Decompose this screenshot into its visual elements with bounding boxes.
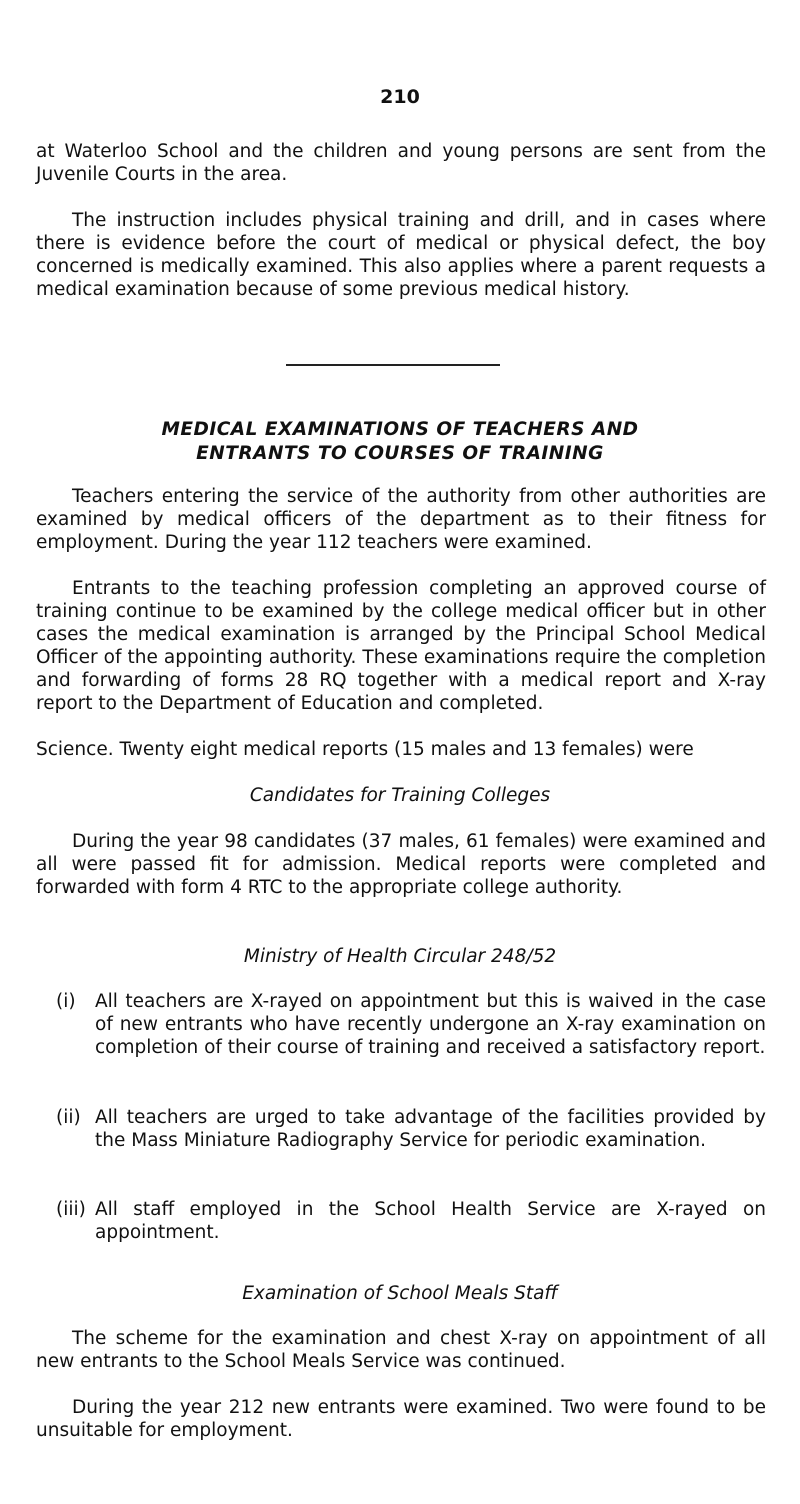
teachers-paragraph: Teachers entering the service of the authority from other authorities are examined by medical officers of the department as to their fitness for employment. During the year 112 teachers were examined.	[36, 486, 766, 553]
intro-paragraph-2: The instruction includes physical training and drill, and in cases where there is evidence before the court of medical or physical defect, the boy concerned is medically examined. This also applies where a parent requests a medical examination because of some previous medical history.	[36, 210, 766, 300]
circular-item-3	[56, 1198, 766, 1244]
list-item-text: All teachers are X-rayed on appointment but this is waived in the case of new entrants who have recently undergone an X-ray examination on completion of their course of training and received a satisfactory report.	[95, 991, 766, 1058]
section-divider	[286, 364, 500, 366]
list-marker: (i)	[56, 991, 76, 1012]
section-heading-line-2: ENTRANTS TO COURSES OF TRAINING	[196, 443, 604, 464]
candidates-heading: Candidates for Training Colleges	[249, 785, 551, 806]
science-paragraph: Science. Twenty eight medical reports (15 males and 13 females) were	[36, 739, 694, 760]
circular-heading: Ministry of Health Circular 248/52	[243, 946, 557, 967]
circular-item-1	[56, 990, 766, 1059]
list-item-text: All teachers are urged to take advantage of the facilities provided by the Mass Miniature Radiography Service for periodic examination.	[95, 1107, 766, 1151]
meals-heading: Examination of School Meals Staff	[242, 1283, 558, 1304]
meals-paragraph-2: During the year 212 new entrants were examined. Two were found to be unsuitable for employment.	[36, 1397, 766, 1441]
circular-item-2	[56, 1106, 766, 1152]
entrants-paragraph: Entrants to the teaching profession completing an approved course of training continue to be examined by the college medical officer but in other cases the medical examination is arranged by the Principal School Medical Officer of the appointing authority. These examinations require the completion and forwarding of forms 28 RQ together with a medical report and X-ray report to the Department of Education and completed.	[36, 578, 766, 714]
list-marker: (ii)	[56, 1107, 81, 1128]
list-marker: (iii)	[56, 1199, 86, 1220]
intro-paragraph-1: at Waterloo School and the children and young persons are sent from the Juvenile Courts in the area.	[36, 141, 766, 185]
page-number: 210	[380, 86, 420, 108]
candidates-paragraph: During the year 98 candidates (37 males, 61 females) were examined and all were passed fit for admission. Medical reports were completed and forwarded with form 4 RTC to the appropriate college authority.	[36, 831, 766, 898]
list-item-text: All staff employed in the School Health Service are X-rayed on appointment.	[95, 1199, 766, 1243]
section-heading-line-1: MEDICAL EXAMINATIONS OF TEACHERS AND	[161, 419, 639, 440]
meals-paragraph-1: The scheme for the examination and chest X-ray on appointment of all new entrants to the School Meals Service was continued.	[36, 1328, 766, 1372]
